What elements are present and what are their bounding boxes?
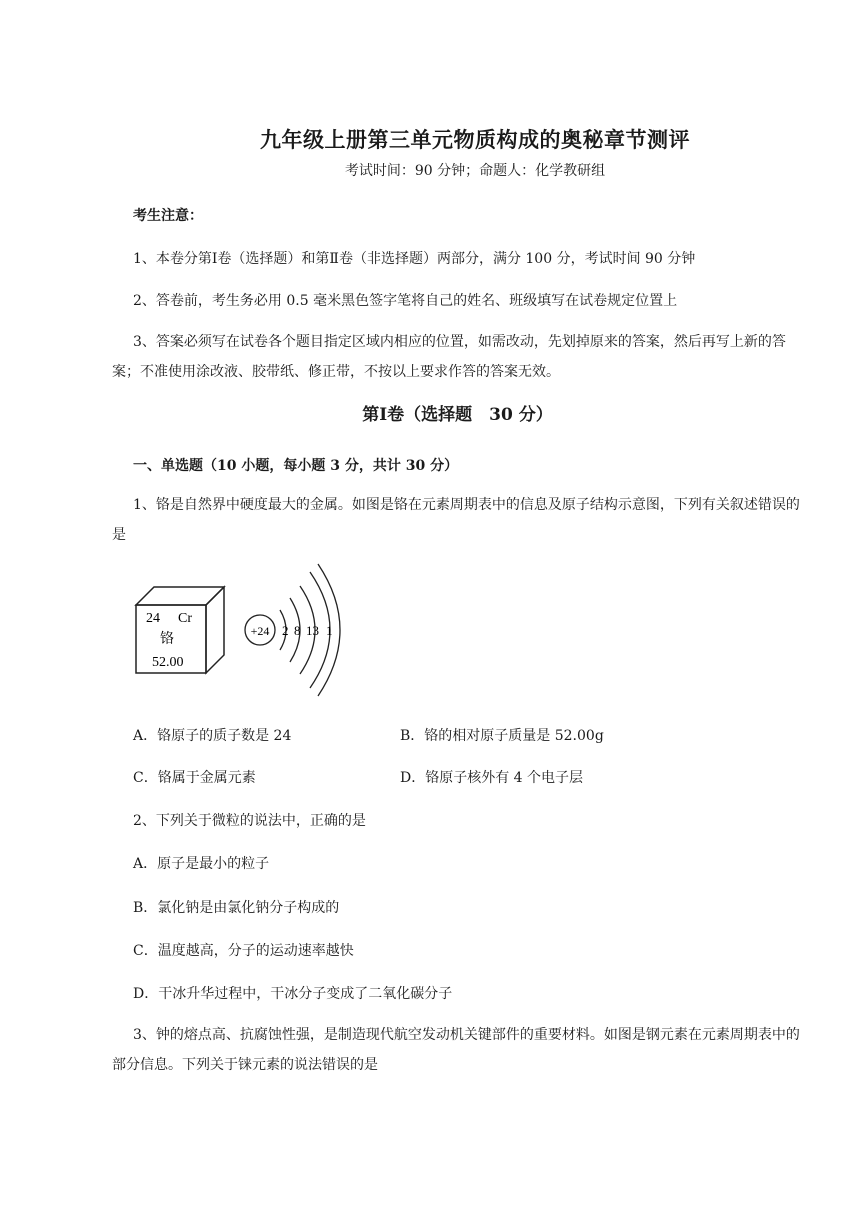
nucleus-charge: +24 xyxy=(250,624,270,638)
question-stem: 2、下列关于微粒的说法中，正确的是 xyxy=(133,813,366,829)
cell-side xyxy=(206,587,224,673)
atomic-number: 24 xyxy=(146,611,160,626)
notice-item: 3、答案必须写在试卷各个题目指定区域内相应的位置，如需改动，先划掉原来的答案，然后再写上新的答案；不准使用涂改液、胶带纸、修正带，不按以上要求作答的答案无效。 xyxy=(112,334,786,380)
option-d[interactable]: D．铬原子核外有 4 个电子层 xyxy=(400,770,584,786)
chromium-diagram xyxy=(130,560,350,700)
notice-heading: 考生注意： xyxy=(133,208,203,224)
cell-top xyxy=(136,587,224,605)
element-symbol: Cr xyxy=(178,611,192,626)
option-b[interactable]: B．铬的相对原子质量是 52.00g xyxy=(400,728,604,744)
element-diagram xyxy=(130,560,350,700)
notice-item: 2、答卷前，考生务必用 0.5 毫米黑色签字笔将自己的姓名、班级填写在试卷规定位置上 xyxy=(133,293,678,309)
option-a[interactable]: A．原子是最小的粒子 xyxy=(133,856,270,872)
option-a[interactable]: A．铬原子的质子数是 24 xyxy=(133,728,292,744)
notice-item: 1、本卷分第Ⅰ卷（选择题）和第Ⅱ卷（非选择题）两部分，满分 100 分，考试时间 90 分钟 xyxy=(133,251,696,267)
option-b[interactable]: B．氯化钠是由氯化钠分子构成的 xyxy=(133,900,340,916)
option-c[interactable]: C．温度越高，分子的运动速率越快 xyxy=(133,943,354,959)
shell-electrons: 2 xyxy=(282,623,289,638)
shell-electrons: 13 xyxy=(306,623,319,638)
shell-electrons: 1 xyxy=(326,623,333,638)
question-stem: 3、钟的熔点高、抗腐蚀性强，是制造现代航空发动机关键部件的重要材料。如图是钢元素在元素周期表中的部分信息。下列关于铼元素的说法错误的是 xyxy=(112,1027,800,1073)
question-stem: 1、铬是自然界中硬度最大的金属。如图是铬在元素周期表中的信息及原子结构示意图，下列有关叙述错误的是 xyxy=(112,497,800,543)
element-name: 铬 xyxy=(160,631,174,647)
exam-info: 考试时间：90 分钟；命题人：化学教研组 xyxy=(344,163,606,179)
option-c[interactable]: C．铬属于金属元素 xyxy=(133,770,256,786)
atomic-mass: 52.00 xyxy=(152,655,184,670)
option-d[interactable]: D．干冰升华过程中，干冰分子变成了二氧化碳分子 xyxy=(133,986,453,1002)
section-subheading: 一、单选题（10 小题，每小题 3 分，共计 30 分） xyxy=(133,458,459,474)
shell-electrons: 8 xyxy=(294,623,301,638)
section-title: 第Ⅰ卷（选择题 30 分） xyxy=(362,405,553,425)
page-title: 九年级上册第三单元物质构成的奥秘章节测评 xyxy=(260,127,690,152)
